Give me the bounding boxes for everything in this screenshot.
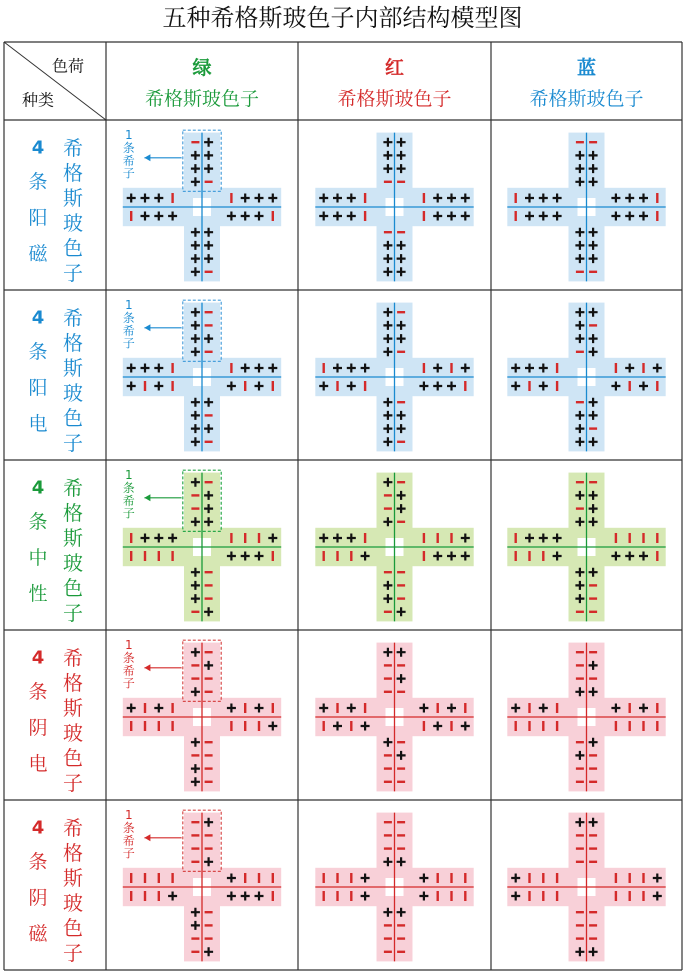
row-label-number: 4 [31,137,45,159]
row-label-name-char: 子 [63,771,83,795]
annotation-arrowhead [144,834,150,841]
annotation-text-char: 希 [122,663,135,678]
annotation-text-char: 希 [122,153,135,168]
row-label-number: 4 [31,647,45,669]
row-label-char: 性 [28,583,48,605]
row-label-char: 阳 [28,377,48,399]
row-label-name-char: 色 [63,746,83,770]
annotation-text-char: 条 [122,311,135,326]
annotation-number: 1 [124,128,133,142]
row-label-char: 磁 [28,243,48,265]
annotation-text-char: 条 [122,141,135,156]
annotation-text-char: 希 [122,833,135,848]
row-label-name-char: 斯 [63,356,83,380]
row-label-name-char: 子 [63,601,83,625]
row-label-char: 条 [28,511,48,533]
corner-label-kind: 种类 [21,90,55,110]
column-subtitle: 希格斯玻色子 [337,88,452,110]
row-label-name-char: 色 [63,236,83,260]
annotation-text-char: 条 [122,651,135,666]
annotation-arrowhead [144,664,150,671]
row-label-name-char: 斯 [63,186,83,210]
corner-diagonal [4,42,106,120]
annotation-text-char: 条 [122,821,135,836]
row-label-name-char: 色 [63,916,83,940]
annotation-number: 1 [124,468,133,482]
row-label-char: 电 [28,753,48,775]
row-label-char: 阳 [28,207,48,229]
row-label-name-char: 希 [63,136,83,160]
annotation-arrowhead [144,324,150,331]
row-label-char: 条 [28,341,48,363]
row-label-name-char: 玻 [63,211,83,235]
column-color-name: 绿 [192,57,212,79]
row-label-name-char: 玻 [63,381,83,405]
corner-label-charge: 色荷 [51,56,85,76]
annotation-number: 1 [124,638,133,652]
row-label-name-char: 格 [63,841,83,865]
row-label-name-char: 色 [63,406,83,430]
row-label-name-char: 格 [63,671,83,695]
row-label-number: 4 [31,307,45,329]
annotation-arrowhead [144,494,150,501]
row-label-name-char: 色 [63,576,83,600]
page-title: 五种希格斯玻色子内部结构模型图 [162,4,523,32]
annotation-text-char: 条 [122,481,135,496]
row-label-name-char: 希 [63,816,83,840]
row-label-name-char: 斯 [63,526,83,550]
row-label-char: 中 [28,547,48,569]
annotation-text-char: 子 [122,336,135,351]
row-label-name-char: 子 [63,431,83,455]
row-label-name-char: 玻 [63,551,83,575]
row-label-number: 4 [31,477,45,499]
row-label-char: 磁 [28,923,48,945]
row-label-name-char: 格 [63,331,83,355]
row-label-char: 阴 [28,887,48,909]
row-label-name-char: 斯 [63,696,83,720]
row-label-name-char: 格 [63,161,83,185]
annotation-text-char: 子 [122,166,135,181]
row-label-name-char: 子 [63,941,83,965]
column-color-name: 蓝 [576,57,597,79]
column-subtitle: 希格斯玻色子 [144,88,260,110]
column-color-name: 红 [384,57,405,79]
row-label-name-char: 格 [63,501,83,525]
annotation-text-char: 子 [122,676,135,691]
annotation-number: 1 [124,808,133,822]
row-label-char: 阴 [28,717,48,739]
annotation-number: 1 [124,298,133,312]
row-label-char: 条 [28,171,48,193]
annotation-text-char: 希 [122,323,135,338]
column-subtitle: 希格斯玻色子 [529,88,644,110]
row-label-number: 4 [31,817,45,839]
annotation-text-char: 子 [122,506,135,521]
annotation-text-char: 希 [122,493,135,508]
row-label-name-char: 玻 [63,891,83,915]
row-label-char: 条 [28,681,48,703]
row-label-name-char: 子 [63,261,83,285]
row-label-name-char: 希 [63,476,83,500]
row-label-char: 条 [28,851,48,873]
annotation-arrowhead [144,154,150,161]
row-label-name-char: 玻 [63,721,83,745]
row-label-name-char: 希 [63,306,83,330]
row-label-char: 电 [28,413,48,435]
row-label-name-char: 希 [63,646,83,670]
row-label-name-char: 斯 [63,866,83,890]
annotation-text-char: 子 [122,846,135,861]
